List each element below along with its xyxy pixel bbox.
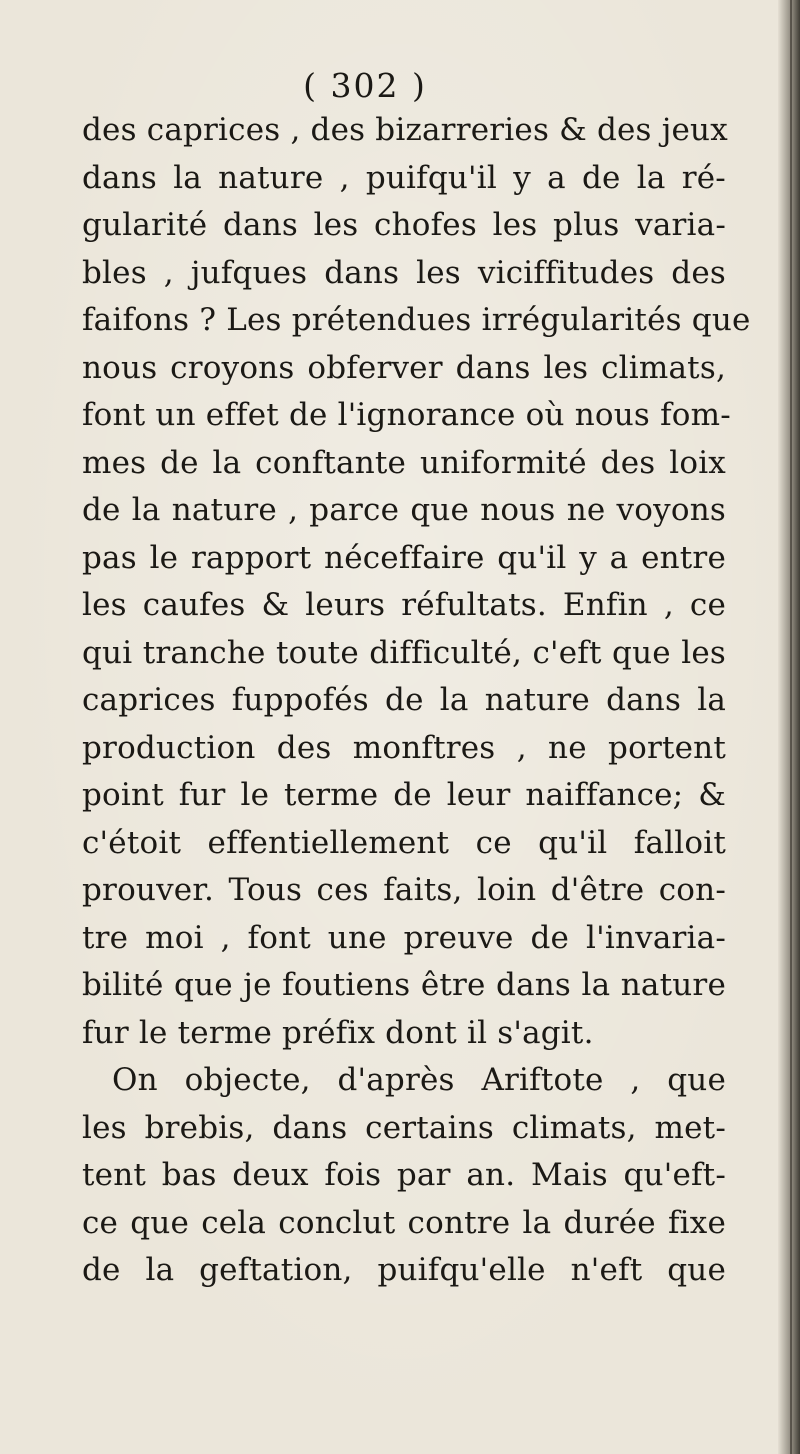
text-line: dans la nature , puifqu'il y a de la ré-: [82, 159, 726, 196]
text-line: de la nature , parce que nous ne voyons: [82, 492, 726, 528]
text-line: qui tranche toute difficulté, c'eft que les: [82, 634, 726, 671]
page-edge-shadow: [778, 0, 800, 1454]
body-text: [82, 107, 751, 1295]
text-line: pas le rapport néceffaire qu'il y a entre: [82, 539, 726, 576]
text-line: font un effet de l'ignorance où nous fom-: [82, 397, 731, 433]
text-line: des caprices , des bizarreries & des jeux: [82, 112, 728, 148]
text-line: faifons ? Les prétendues irrégularités que: [82, 302, 751, 338]
text-line: les caufes & leurs réfultats. Enfin , ce: [82, 587, 726, 623]
text-line: point fur le terme de leur naiffance; &: [82, 777, 726, 813]
page-edge-line: [790, 0, 792, 1454]
text-line: bilité que je foutiens être dans la nature: [82, 967, 726, 1003]
text-line: c'étoit effentiellement ce qu'il falloit: [82, 824, 726, 861]
text-line: tent bas deux fois par an. Mais qu'eft-: [82, 1157, 726, 1193]
text-line: production des monftres , ne portent: [82, 729, 726, 766]
text-line: caprices fuppofés de la nature dans la: [82, 682, 726, 718]
text-line: On objecte, d'après Ariftote , que: [112, 1062, 726, 1098]
text-line: gularité dans les chofes les plus varia-: [82, 207, 726, 243]
text-line: les brebis, dans certains climats, met-: [82, 1109, 726, 1146]
text-line: ce que cela conclut contre la durée fixe: [82, 1204, 726, 1241]
text-line: bles , jufques dans les viciffitudes des: [82, 254, 726, 291]
text-line: prouver. Tous ces faits, loin d'être con-: [82, 872, 726, 908]
text-line: fur le terme préfix dont il s'agit.: [82, 1014, 594, 1051]
text-line: de la geftation, puifqu'elle n'eft que: [82, 1252, 726, 1288]
text-line: nous croyons obferver dans les climats,: [82, 349, 726, 386]
page-number: ( 302 ): [303, 66, 427, 105]
text-line: mes de la conftante uniformité des loix: [82, 444, 726, 481]
text-line: tre moi , font une preuve de l'invaria-: [82, 919, 726, 956]
